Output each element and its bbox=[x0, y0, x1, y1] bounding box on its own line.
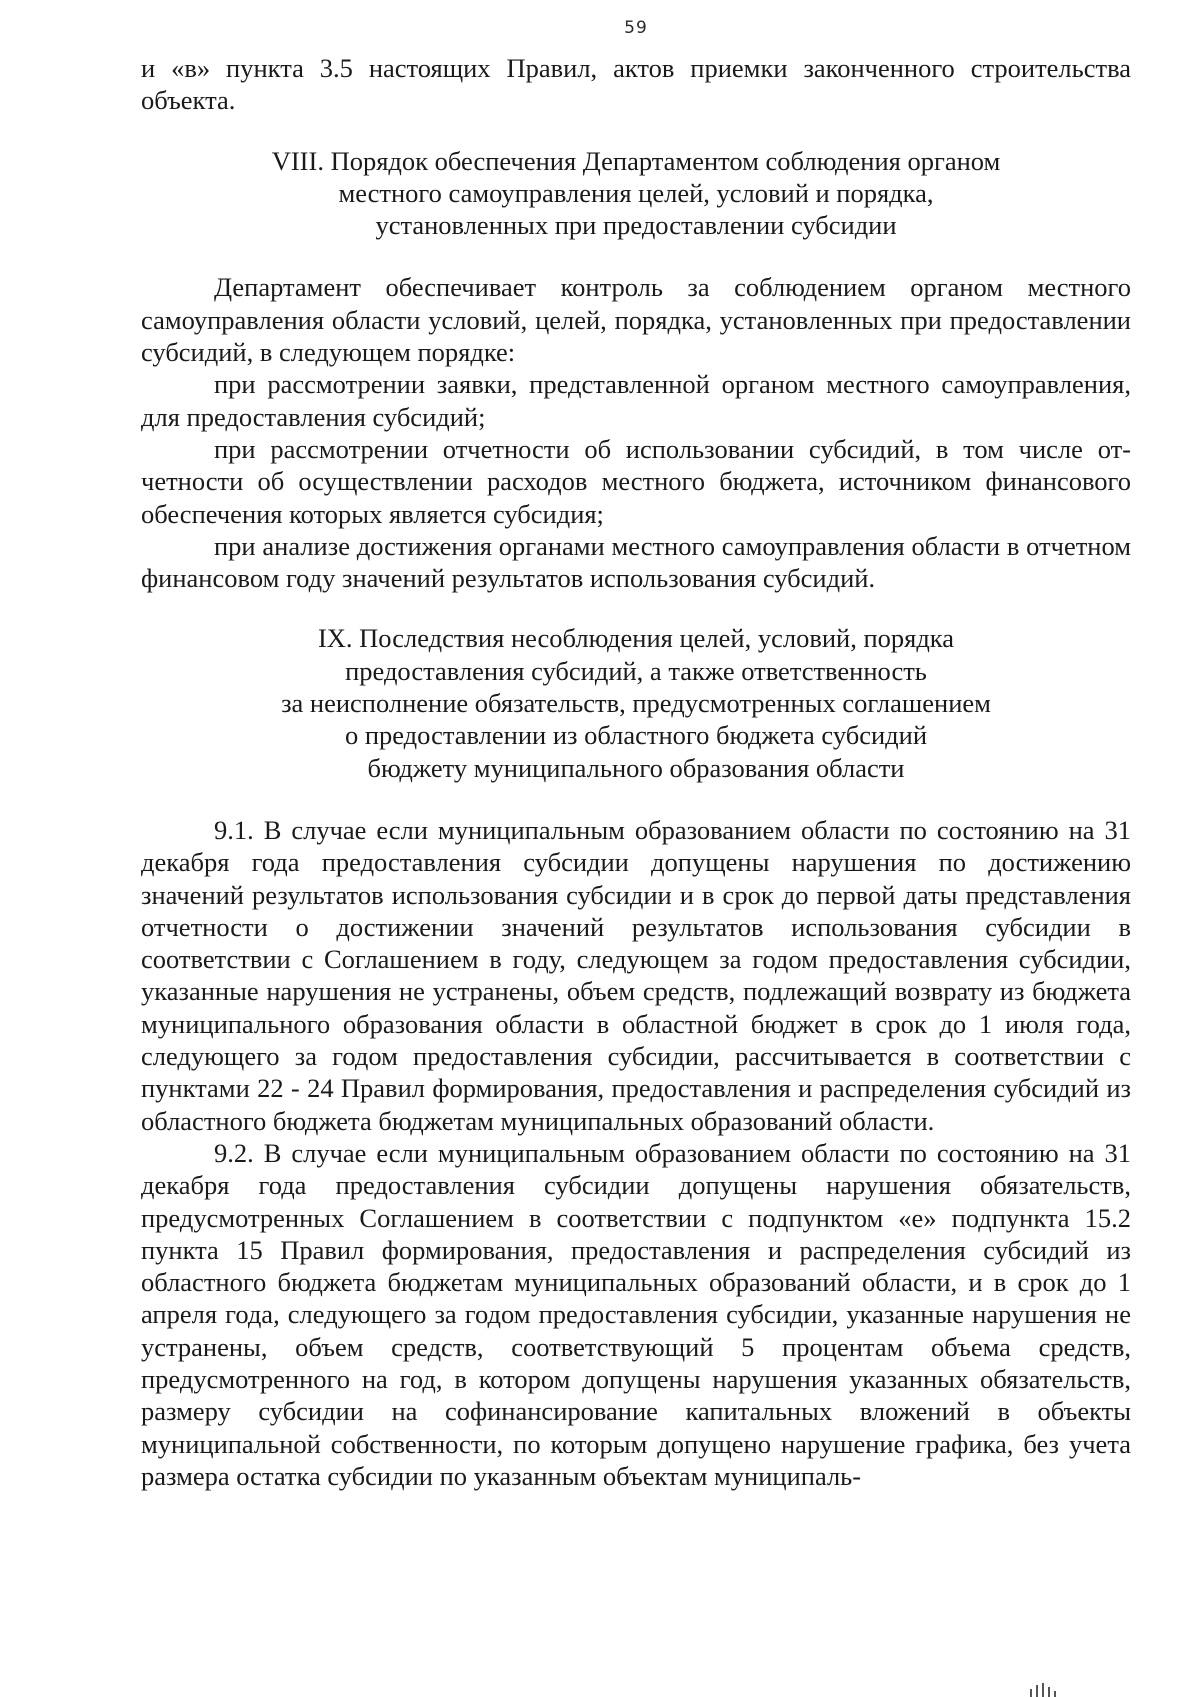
document-page bbox=[141, 18, 1131, 1492]
section-viii-body bbox=[141, 271, 1131, 594]
section-ix-paragraph-9-2: 9.2. В случае если муниципальным образованием области по состоянию на 31 декабря года предоставления субсидии допущены нарушения обязательств, предусмотренных Соглашением в соответствии с подпунктом «е» подпункта 15.2 пункта 15 Правил формирования, предоставления и распределения субсидий из областного бюджета бюджетам муниципальных образований области, и в срок до 1 апреля года, следующего за годом предоставления субсидии, указанные нарушения не устранены, объем средств, соответствующий 5 процентам объема средств, предусмотренного на год, в котором допущены нарушения указанных обязательств, размеру субсидии на софинансирование капитальных вложений в объекты муниципальной собственности, по которым допущено нарушение графика, без учета размера остатка субсидии по указанным объектам муниципаль- bbox=[141, 1137, 1131, 1491]
section-viii-paragraph: при рассмотрении заявки, представленной органом местного самоуправления, для предоставления субсидий; bbox=[141, 369, 1131, 432]
section-viii-heading bbox=[241, 145, 1031, 242]
section-viii-paragraph: Департамент обеспечивает контроль за соблюдением органом местного самоуправления области условий, целей, порядка, установленных при предоставлении субсидий, в следующем порядке: bbox=[141, 272, 1131, 368]
section-viii-heading-line: установленных при предоставлении субсидии bbox=[375, 210, 897, 241]
section-ix-heading-line: IX. Последствия несоблюдения целей, условий, порядка bbox=[317, 623, 955, 654]
section-ix-heading-line: бюджету муниципального образования области bbox=[367, 752, 905, 783]
page-number: 59 bbox=[624, 18, 648, 38]
scan-artifact-mark bbox=[1030, 1683, 1110, 1697]
section-ix-body bbox=[141, 814, 1131, 1492]
intro-paragraph: и «в» пункта 3.5 настоящих Правил, актов приемки законченного строительства объекта. bbox=[141, 53, 1131, 116]
section-ix-heading-line: за неисполнение обязательств, предусмотренных соглашением bbox=[281, 688, 991, 719]
section-viii-paragraph: при рассмотрении отчетности об использовании субсидий, в том числе отчетности об осуществлении расходов местного бюджета, источником финансового обеспечения которых является субсидия; bbox=[141, 433, 1131, 529]
section-ix-paragraph-9-1: 9.1. В случае если муниципальным образованием области по состоянию на 31 декабря года предоставления субсидии допущены нарушения по достижению значений результатов использования субсидии и в срок до первой даты представления отчетности о достижении значений результатов использования субсидии в соответствии с Соглашением в году, следующем за годом предоставления субсидии, указанные нарушения не устранены, объем средств, подлежащий возврату из бюджета муниципального образования области в областной бюджет в срок до 1 июля года, следующего за годом предоставления субсидии, рассчитывается в соответствии с пунктами 22 - 24 Правил формирования, предоставления и распределения субсидий из областного бюджета бюджетам муниципальных образований области. bbox=[141, 814, 1131, 1136]
section-viii-heading-line: VIII. Порядок обеспечения Департаментом соблюдения органом bbox=[271, 145, 1001, 176]
section-viii-paragraph: при анализе достижения органами местного самоуправления области в отчетном финансовом году значений результатов использования субсидий. bbox=[141, 530, 1131, 594]
section-ix-heading-line: предоставления субсидий, а также ответственность bbox=[345, 655, 927, 686]
section-ix-heading-line: о предоставлении из областного бюджета субсидий bbox=[344, 720, 928, 751]
section-ix-heading bbox=[231, 622, 1041, 783]
section-viii-heading-line: местного самоуправления целей, условий и порядка, bbox=[338, 177, 934, 208]
